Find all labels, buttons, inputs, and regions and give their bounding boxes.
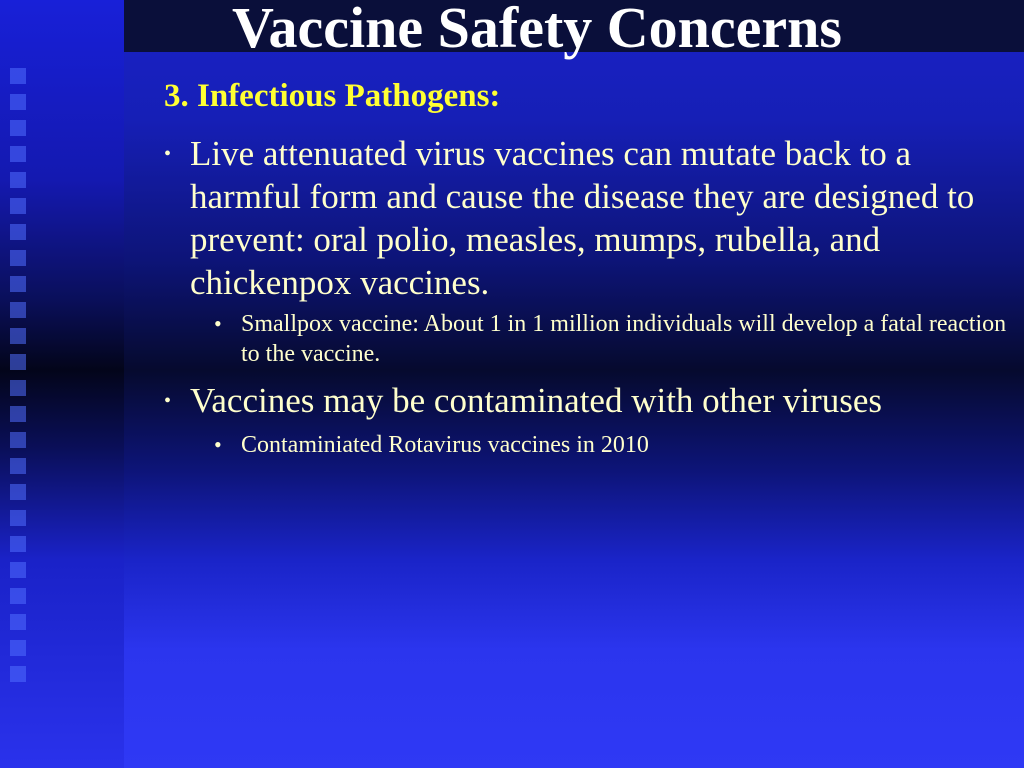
sub-bullet-marker: •: [214, 311, 222, 336]
slide-subheading: 3. Infectious Pathogens:: [164, 78, 501, 114]
bullet-text: Vaccines may be contaminated with other viruses: [190, 381, 883, 420]
sub-bullet-smallpox: [214, 309, 1014, 369]
decorative-squares: [10, 68, 26, 682]
sub-bullet-rotavirus: [214, 430, 1014, 460]
bullet-text: Live attenuated virus vaccines can mutate back to a harmful form and cause the disease they are designed to prevent: oral polio, measles, mumps, rubella, and chickenpox vaccines.: [190, 134, 975, 302]
sub-bullet-marker: •: [214, 432, 222, 457]
sub-bullet-text: Contaminiated Rotavirus vaccines in 2010: [241, 432, 649, 458]
bullet-marker: •: [164, 390, 172, 412]
bullet-marker: •: [164, 143, 172, 165]
slide-title: Vaccine Safety Concerns: [232, 0, 842, 60]
sub-bullet-text: Smallpox vaccine: About 1 in 1 million individuals will develop a fatal reaction to the vaccine.: [241, 311, 1007, 367]
left-decorative-strip: [0, 0, 124, 768]
bullet-item-contaminated: [164, 379, 1014, 423]
bullet-item-live-attenuated: [164, 132, 1014, 304]
